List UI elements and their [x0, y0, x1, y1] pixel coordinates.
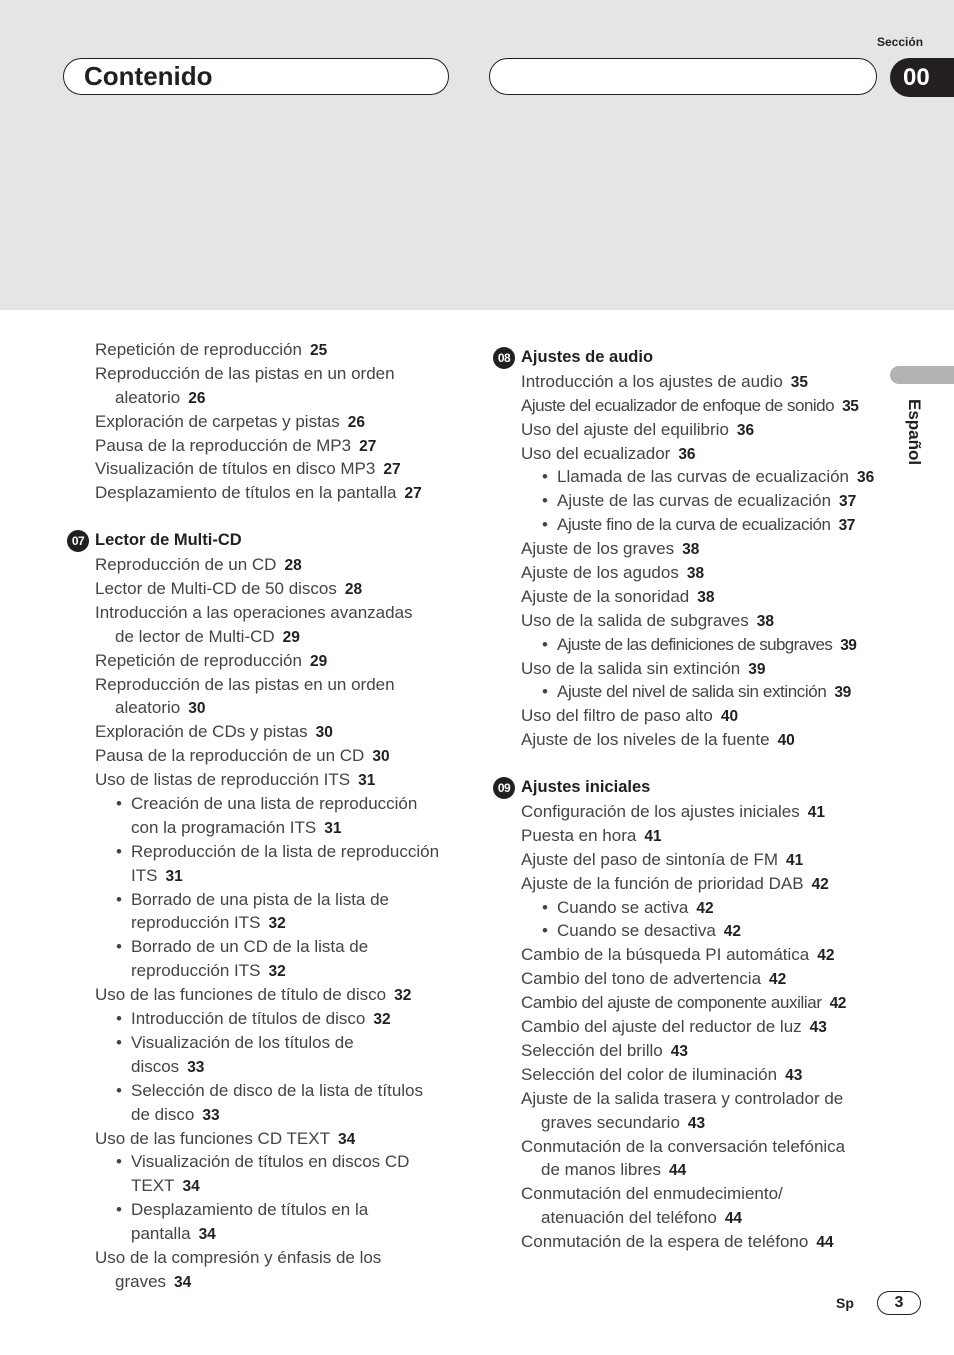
toc-entry[interactable]: Repetición de reproducción 29: [95, 650, 328, 670]
toc-subentry[interactable]: • Ajuste del nivel de salida sin extinción 39: [521, 680, 881, 704]
toc-entry[interactable]: Reproducción de las pistas en un orden: [95, 363, 395, 383]
toc-subentry[interactable]: ITS 31: [131, 865, 183, 885]
toc-subentry[interactable]: • Ajuste de las curvas de ecualización 37: [521, 489, 881, 513]
toc-entry[interactable]: Desplazamiento de títulos en la pantalla 27: [95, 483, 422, 503]
footer-page-number: 3: [877, 1291, 921, 1315]
toc-entry[interactable]: Reproducción de un CD 28: [95, 555, 302, 575]
toc-entry[interactable]: Uso de listas de reproducción ITS 31: [95, 770, 376, 790]
toc-entry[interactable]: Cambio del ajuste del reductor de luz 43: [521, 1017, 827, 1037]
bullet-icon: •: [542, 634, 548, 654]
section-07-badge: 07: [67, 530, 89, 552]
toc-entry[interactable]: aleatorio 26: [115, 387, 206, 407]
toc-entry[interactable]: graves 34: [115, 1271, 192, 1291]
section-08-badge: 08: [493, 347, 515, 369]
header-band: [0, 0, 954, 310]
bullet-icon: •: [116, 1009, 122, 1029]
bullet-icon: •: [542, 897, 548, 917]
section-07-heading[interactable]: 07 Lector de Multi-CD: [95, 529, 455, 553]
bullet-icon: •: [116, 1032, 122, 1052]
toc-entry[interactable]: Ajuste del ecualizador de enfoque de sonido 35: [521, 395, 859, 415]
title-box: [63, 58, 449, 95]
toc-entry[interactable]: Ajuste de los niveles de la fuente 40: [521, 730, 795, 750]
bullet-icon: •: [116, 841, 122, 861]
toc-entry[interactable]: Uso de las funciones de título de disco 32: [95, 985, 412, 1005]
toc-entry[interactable]: Conmutación del enmudecimiento/: [521, 1184, 783, 1204]
toc-entry[interactable]: Reproducción de las pistas en un orden: [95, 674, 395, 694]
toc-entry[interactable]: Pausa de la reproducción de un CD 30: [95, 746, 390, 766]
footer-language-code: Sp: [836, 1295, 854, 1311]
page-title: Contenido: [84, 61, 213, 91]
toc-entry[interactable]: Puesta en hora 41: [521, 825, 662, 845]
toc-entry[interactable]: Introducción a las operaciones avanzadas: [95, 602, 413, 622]
toc-subentry[interactable]: • Cuando se desactiva 42: [521, 919, 881, 943]
toc-entry[interactable]: graves secundario 43: [541, 1112, 706, 1132]
toc-entry[interactable]: Ajuste de los graves 38: [521, 539, 700, 559]
section-09-heading[interactable]: 09 Ajustes iniciales: [521, 776, 881, 800]
toc-subentry[interactable]: • Selección de disco de la lista de títulos: [95, 1079, 455, 1103]
toc-entry[interactable]: Exploración de CDs y pistas 30: [95, 722, 333, 742]
bullet-icon: •: [116, 937, 122, 957]
section-08-heading[interactable]: 08 Ajustes de audio: [521, 346, 881, 370]
toc-subentry[interactable]: pantalla 34: [131, 1224, 216, 1244]
toc-subentry[interactable]: • Visualización de los títulos de: [95, 1031, 455, 1055]
toc-subentry[interactable]: • Visualización de títulos en discos CD: [95, 1150, 455, 1174]
toc-subentry[interactable]: reproducción ITS 32: [131, 913, 286, 933]
toc-entry[interactable]: Uso del filtro de paso alto 40: [521, 706, 739, 726]
toc-entry[interactable]: Selección del color de iluminación 43: [521, 1064, 803, 1084]
toc-entry[interactable]: atenuación del teléfono 44: [541, 1208, 743, 1228]
toc-entry[interactable]: Uso de la salida de subgraves 38: [521, 610, 774, 630]
toc-entry[interactable]: Configuración de los ajustes iniciales 41: [521, 802, 826, 822]
toc-entry[interactable]: Ajuste de la función de prioridad DAB 42: [521, 873, 829, 893]
toc-entry[interactable]: Ajuste de la sonoridad 38: [521, 586, 715, 606]
toc-subentry[interactable]: • Llamada de las curvas de ecualización 36: [521, 465, 881, 489]
bullet-icon: •: [116, 1080, 122, 1100]
toc-right-column: [497, 346, 881, 1254]
bullet-icon: •: [116, 889, 122, 909]
bullet-icon: •: [542, 921, 548, 941]
bullet-icon: •: [542, 682, 548, 702]
toc-entry[interactable]: Conmutación de la espera de teléfono 44: [521, 1232, 834, 1252]
toc-entry[interactable]: Uso de la salida sin extinción 39: [521, 658, 766, 678]
toc-subentry[interactable]: reproducción ITS 32: [131, 961, 286, 981]
blank-header-box: [489, 58, 877, 95]
toc-entry[interactable]: Repetición de reproducción 25: [95, 340, 328, 359]
toc-subentry[interactable]: • Desplazamiento de títulos en la: [95, 1198, 455, 1222]
bullet-icon: •: [542, 515, 548, 535]
toc-subentry[interactable]: • Ajuste fino de la curva de ecualización 37: [521, 513, 881, 537]
toc-subentry[interactable]: • Reproducción de la lista de reproducción: [95, 840, 455, 864]
toc-subentry[interactable]: de disco 33: [131, 1104, 220, 1124]
language-tab-label: Español: [905, 399, 924, 466]
toc-entry[interactable]: Introducción a los ajustes de audio 35: [521, 371, 809, 391]
toc-entry[interactable]: Ajuste de la salida trasera y controlador de: [521, 1088, 844, 1108]
toc-subentry[interactable]: discos 33: [131, 1056, 205, 1076]
section-label: Sección: [877, 35, 924, 49]
toc-subentry[interactable]: con la programación ITS 31: [131, 817, 342, 837]
section-09-badge: 09: [493, 777, 515, 799]
bullet-icon: •: [116, 794, 122, 814]
toc-entry[interactable]: Uso de las funciones CD TEXT 34: [95, 1128, 356, 1148]
toc-entry[interactable]: Visualización de títulos en disco MP3 27: [95, 459, 401, 479]
toc-entry[interactable]: Uso del ecualizador 36: [521, 443, 696, 463]
toc-entry[interactable]: Ajuste de los agudos 38: [521, 563, 705, 583]
toc-entry[interactable]: de lector de Multi-CD 29: [115, 626, 300, 646]
toc-entry[interactable]: Cambio de la búsqueda PI automática 42: [521, 945, 835, 965]
toc-entry[interactable]: Conmutación de la conversación telefónica: [521, 1136, 846, 1156]
toc-subentry[interactable]: • Creación de una lista de reproducción: [95, 792, 455, 816]
toc-entry[interactable]: Cambio del tono de advertencia 42: [521, 969, 787, 989]
bullet-icon: •: [542, 467, 548, 487]
toc-entry[interactable]: de manos libres 44: [541, 1160, 687, 1180]
toc-entry[interactable]: Pausa de la reproducción de MP3 27: [95, 435, 377, 455]
toc-entry[interactable]: Ajuste del paso de sintonía de FM 41: [521, 849, 804, 869]
toc-entry[interactable]: Lector de Multi-CD de 50 discos 28: [95, 579, 363, 599]
toc-subentry[interactable]: • Ajuste de las definiciones de subgraves 39: [521, 633, 881, 657]
toc-subentry[interactable]: • Borrado de un CD de la lista de: [95, 935, 455, 959]
toc-subentry[interactable]: • Introducción de títulos de disco 32: [95, 1007, 455, 1031]
toc-entry[interactable]: Cambio del ajuste de componente auxiliar 42: [521, 993, 847, 1013]
toc-subentry[interactable]: • Cuando se activa 42: [521, 896, 881, 920]
toc-entry[interactable]: Exploración de carpetas y pistas 26: [95, 411, 365, 431]
bullet-icon: •: [116, 1200, 122, 1220]
toc-subentry[interactable]: • Borrado de una pista de la lista de: [95, 888, 455, 912]
section-number-badge: 00: [890, 58, 954, 97]
toc-subentry[interactable]: TEXT 34: [131, 1176, 200, 1196]
toc-entry[interactable]: Selección del brillo 43: [521, 1040, 688, 1060]
language-tab-bar: [890, 366, 954, 384]
toc-entry[interactable]: Uso de la compresión y énfasis de los: [95, 1247, 382, 1267]
bullet-icon: •: [116, 1152, 122, 1172]
toc-entry[interactable]: aleatorio 30: [115, 698, 206, 718]
toc-left-column: [71, 338, 455, 1294]
toc-entry[interactable]: Uso del ajuste del equilibrio 36: [521, 419, 755, 439]
bullet-icon: •: [542, 491, 548, 511]
